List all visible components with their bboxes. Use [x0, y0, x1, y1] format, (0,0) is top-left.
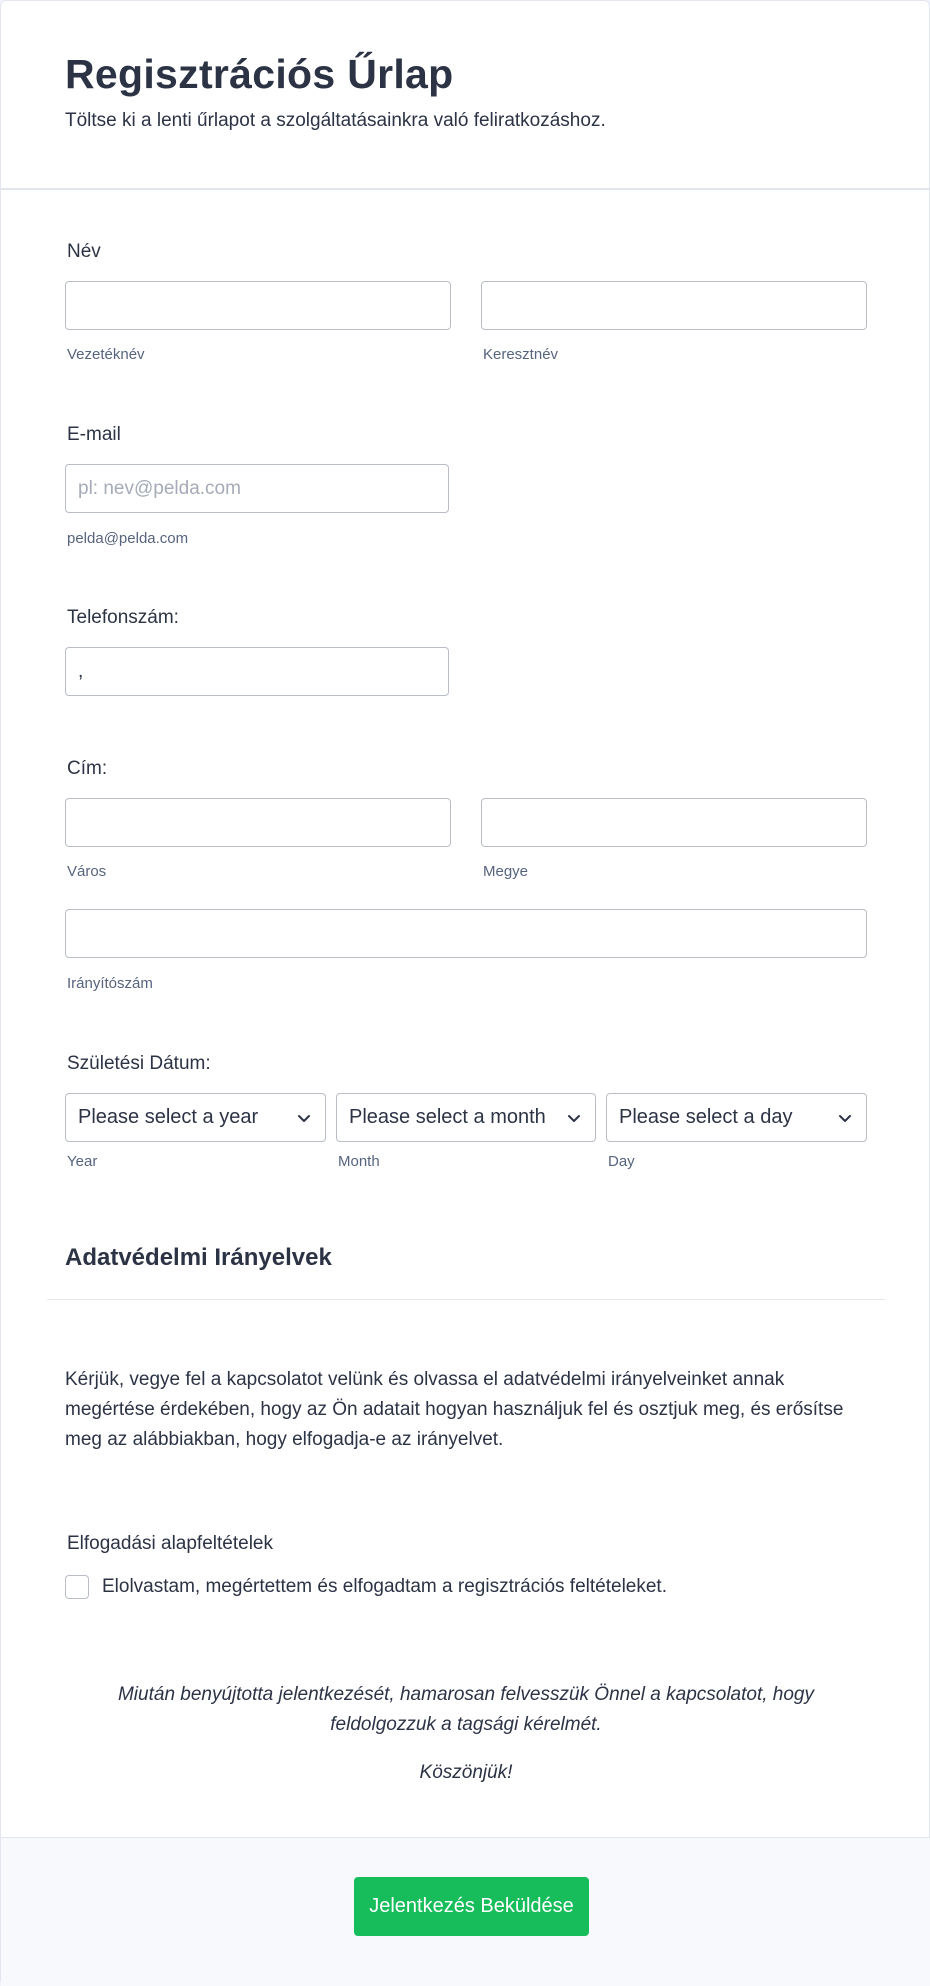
- privacy-divider: [47, 1299, 885, 1300]
- last-name-sublabel: Vezetéknév: [67, 346, 145, 363]
- county-input[interactable]: [481, 798, 867, 847]
- county-sublabel: Megye: [483, 863, 529, 880]
- closing-text-line2: feldolgozzuk a tagsági kérelmét.: [330, 1714, 602, 1735]
- month-select-value: Please select a month: [349, 1106, 546, 1128]
- first-name-sublabel: Keresztnév: [483, 346, 559, 363]
- day-select[interactable]: [606, 1093, 867, 1142]
- chevron-down-icon: [295, 1109, 313, 1127]
- year-sublabel: Year: [67, 1153, 98, 1170]
- chevron-down-icon: [836, 1109, 854, 1127]
- month-select[interactable]: [336, 1093, 596, 1142]
- day-select-value: Please select a day: [619, 1106, 793, 1128]
- phone-label: Telefonszám:: [67, 607, 179, 628]
- terms-checkbox-label[interactable]: Elolvastam, megértettem és elfogadtam a regisztrációs feltételeket.: [102, 1576, 667, 1597]
- closing-text-line1: Miután benyújtotta jelentkezését, hamarosan felvesszük Önnel a kapcsolatot, hogy: [117, 1684, 814, 1705]
- email-input[interactable]: pl: nev@pelda.com: [65, 464, 449, 513]
- month-sublabel: Month: [338, 1153, 380, 1170]
- page-title: Regisztrációs Űrlap: [65, 51, 454, 97]
- year-select[interactable]: [65, 1093, 326, 1142]
- name-label: Név: [67, 241, 101, 262]
- year-select-value: Please select a year: [78, 1106, 259, 1128]
- terms-label: Elfogadási alapfeltételek: [67, 1533, 273, 1554]
- email-sublabel: pelda@pelda.com: [67, 530, 189, 547]
- page-subtitle: Töltse ki a lenti űrlapot a szolgáltatásainkra való feliratkozáshoz.: [65, 110, 606, 131]
- zip-sublabel: Irányítószám: [67, 975, 153, 992]
- privacy-text: Kérjük, vegye fel a kapcsolatot velünk és olvassa el adatvédelmi irányelveinket annak megértése érdekében, hogy az Ön adatait hogyan használjuk fel és osztjuk meg, és erősítse meg az alábbiakban, hogy elfogadja-e az irányelvet.: [65, 1369, 844, 1450]
- email-label: E-mail: [67, 424, 121, 445]
- birthdate-label: Születési Dátum:: [67, 1053, 211, 1074]
- submit-button[interactable]: Jelentkezés Beküldése: [354, 1877, 589, 1936]
- privacy-heading: Adatvédelmi Irányelvek: [65, 1244, 332, 1271]
- zip-input[interactable]: [65, 909, 867, 958]
- chevron-down-icon: [565, 1109, 583, 1127]
- phone-input[interactable]: ,: [65, 647, 449, 696]
- terms-checkbox[interactable]: [65, 1575, 89, 1599]
- last-name-input[interactable]: [65, 281, 451, 330]
- city-sublabel: Város: [67, 863, 107, 880]
- header-divider: [1, 188, 930, 190]
- city-input[interactable]: [65, 798, 451, 847]
- first-name-input[interactable]: [481, 281, 867, 330]
- thank-you-text: Köszönjük!: [419, 1762, 513, 1783]
- address-label: Cím:: [67, 758, 108, 779]
- day-sublabel: Day: [608, 1153, 635, 1170]
